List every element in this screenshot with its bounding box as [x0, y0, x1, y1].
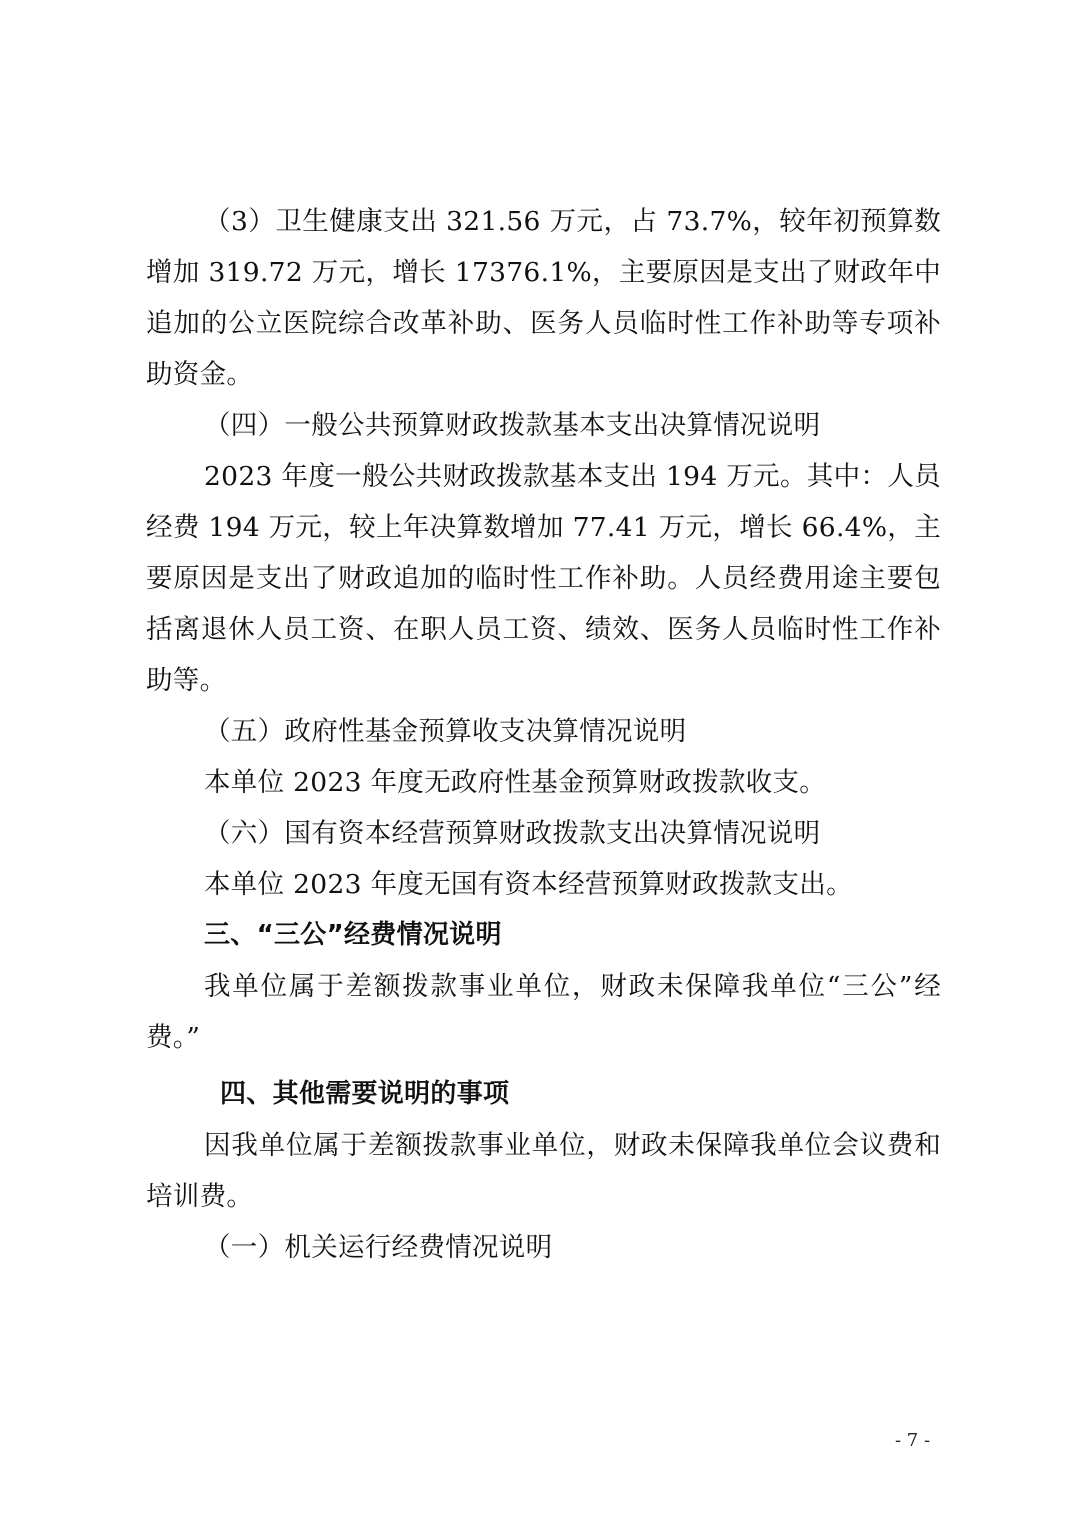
paragraph-health-expenditure: （3）卫生健康支出 321.56 万元，占 73.7%，较年初预算数增加 319.72 万元，增长 17376.1%，主要原因是支出了财政年中追加的公立医院综合改革补助、医务人员临时性工作补助等专项补助资金。 [146, 206, 941, 390]
paragraph-government-fund: 本单位 2023 年度无政府性基金预算财政拨款收支。 [204, 767, 827, 798]
subheading-basic-expenditure: （四）一般公共预算财政拨款基本支出决算情况说明 [204, 410, 821, 441]
subheading-operating-funds: （一）机关运行经费情况说明 [204, 1232, 553, 1263]
section-heading-three-public: 三、“三公”经费情况说明 [204, 920, 502, 950]
paragraph-three-public: 我单位属于差额拨款事业单位，财政未保障我单位“三公”经费。” [146, 971, 941, 1053]
subheading-state-capital: （六）国有资本经营预算财政拨款支出决算情况说明 [204, 818, 821, 849]
paragraph-state-capital: 本单位 2023 年度无国有资本经营预算财政拨款支出。 [204, 869, 853, 900]
paragraph-basic-expenditure: 2023 年度一般公共财政拨款基本支出 194 万元。其中：人员经费 194 万元，较上年决算数增加 77.41 万元，增长 66.4%，主要原因是支出了财政追加的临时性工作补助。人员经费用途主要包括离退休人员工资、在职人员工资、绩效、医务人员临时性工作补助等。 [146, 461, 941, 696]
document-body [146, 196, 941, 1273]
page-number: - 7 - [895, 1430, 931, 1451]
subheading-government-fund: （五）政府性基金预算收支决算情况说明 [204, 716, 687, 747]
section-heading-other-matters: 四、其他需要说明的事项 [220, 1079, 510, 1109]
paragraph-other-matters: 因我单位属于差额拨款事业单位，财政未保障我单位会议费和培训费。 [146, 1130, 941, 1212]
